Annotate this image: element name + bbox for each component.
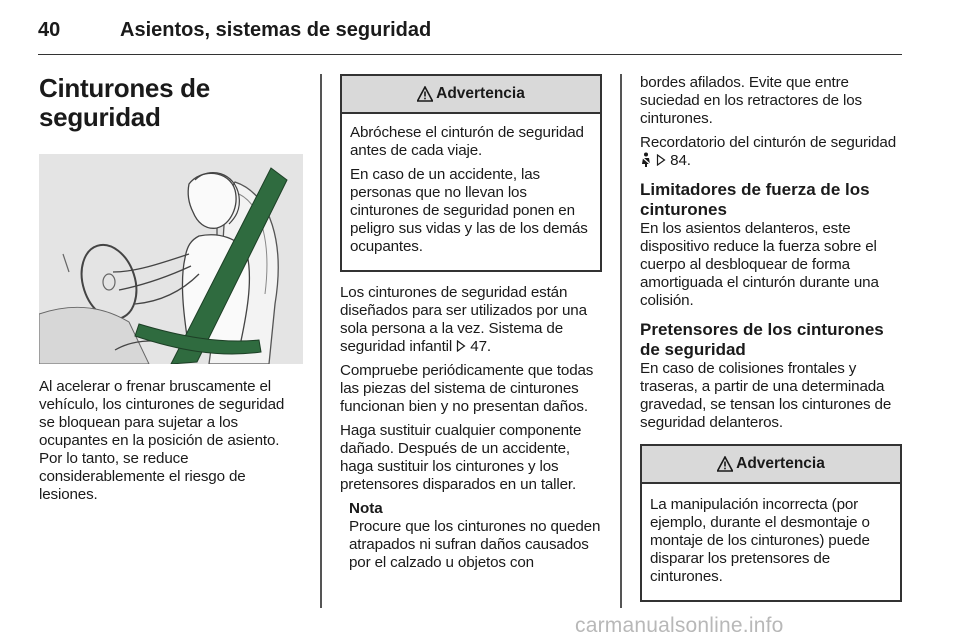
page-reference[interactable]: 84. [670, 152, 691, 169]
seatbelt-illustration [39, 154, 303, 364]
page-number: 40 [38, 19, 61, 41]
note-block [349, 500, 602, 572]
body-paragraph: En caso de colisiones frontales y traseras, a partir de una determinada gravedad, se tensan los cinturones de seguridad delanteros. [640, 360, 892, 431]
section-title: Cinturones de seguridad [39, 73, 210, 132]
warning-triangle-icon [417, 86, 433, 102]
driver-with-seatbelt-image [39, 154, 303, 364]
warning-header [342, 76, 600, 114]
note-text: Procure que los cinturones no queden atrapados ni sufran daños causados por el calzado u objetos con [349, 518, 601, 571]
warning-box [640, 444, 902, 602]
warning-paragraph: La manipulación incorrecta (por ejemplo, durante el desmontaje o montaje de los cinturones) puede disparar los pretensores de cinturones. [650, 496, 870, 585]
page-reference[interactable]: 47. [470, 338, 491, 355]
reminder-paragraph [640, 134, 902, 170]
subsection-title: Limitadores de fuerza de los cinturones [640, 180, 870, 219]
body-paragraph: En los asientos delanteros, este dispositivo reduce la fuerza sobre el cuerpo al desbloquear de forma amortiguada el cinturón durante una colisión. [640, 220, 879, 309]
subsection-title: Pretensores de los cinturones de seguridad [640, 320, 884, 359]
column-3 [640, 74, 902, 602]
column-divider [320, 74, 322, 608]
running-title: Asientos, sistemas de seguridad [120, 19, 432, 41]
column-2 [340, 74, 602, 578]
warning-paragraph: Abróchese el cinturón de seguridad antes de cada viaje. [350, 124, 584, 159]
warning-body [342, 114, 600, 270]
body-paragraph: bordes afilados. Evite que entre suciedad en los retractores de los cinturones. [640, 74, 862, 127]
paragraph-text: Los cinturones de seguridad están diseñados para ser utilizados por una sola persona a la vez. Sistema de seguridad infantil [340, 284, 587, 355]
warning-title: Advertencia [736, 455, 825, 472]
column-divider [620, 74, 622, 608]
note-title: Nota [349, 500, 383, 517]
body-paragraph: Compruebe periódicamente que todas las piezas del sistema de cinturones funcionan bien y no presentan daños. [340, 362, 594, 415]
warning-box [340, 74, 602, 272]
intro-paragraph: Al acelerar o frenar bruscamente el vehículo, los cinturones de seguridad se bloquean para sujetar a los ocupantes en la posición de asiento. Por lo tanto, se reduce considerablemente el riesgo de lesiones. [39, 378, 285, 503]
body-paragraph [340, 284, 602, 356]
warning-title: Advertencia [436, 85, 525, 102]
page-header [38, 16, 902, 55]
page-reference-icon [456, 340, 466, 352]
page-reference-icon [656, 154, 666, 166]
watermark: carmanualsonline.info [575, 614, 784, 637]
warning-triangle-icon [717, 456, 733, 472]
seatbelt-reminder-icon [640, 152, 652, 167]
column-1 [39, 74, 303, 510]
warning-paragraph: En caso de un accidente, las personas que no llevan los cinturones de seguridad ponen en peligro sus vidas y las de los demás ocupantes. [350, 166, 588, 255]
warning-header [642, 446, 900, 484]
body-paragraph: Haga sustituir cualquier componente dañado. Después de un accidente, haga sustituir los cinturones y los pretensores disparados en un taller. [340, 422, 582, 493]
paragraph-text: Recordatorio del cinturón de seguridad [640, 134, 897, 151]
warning-body [642, 484, 900, 600]
